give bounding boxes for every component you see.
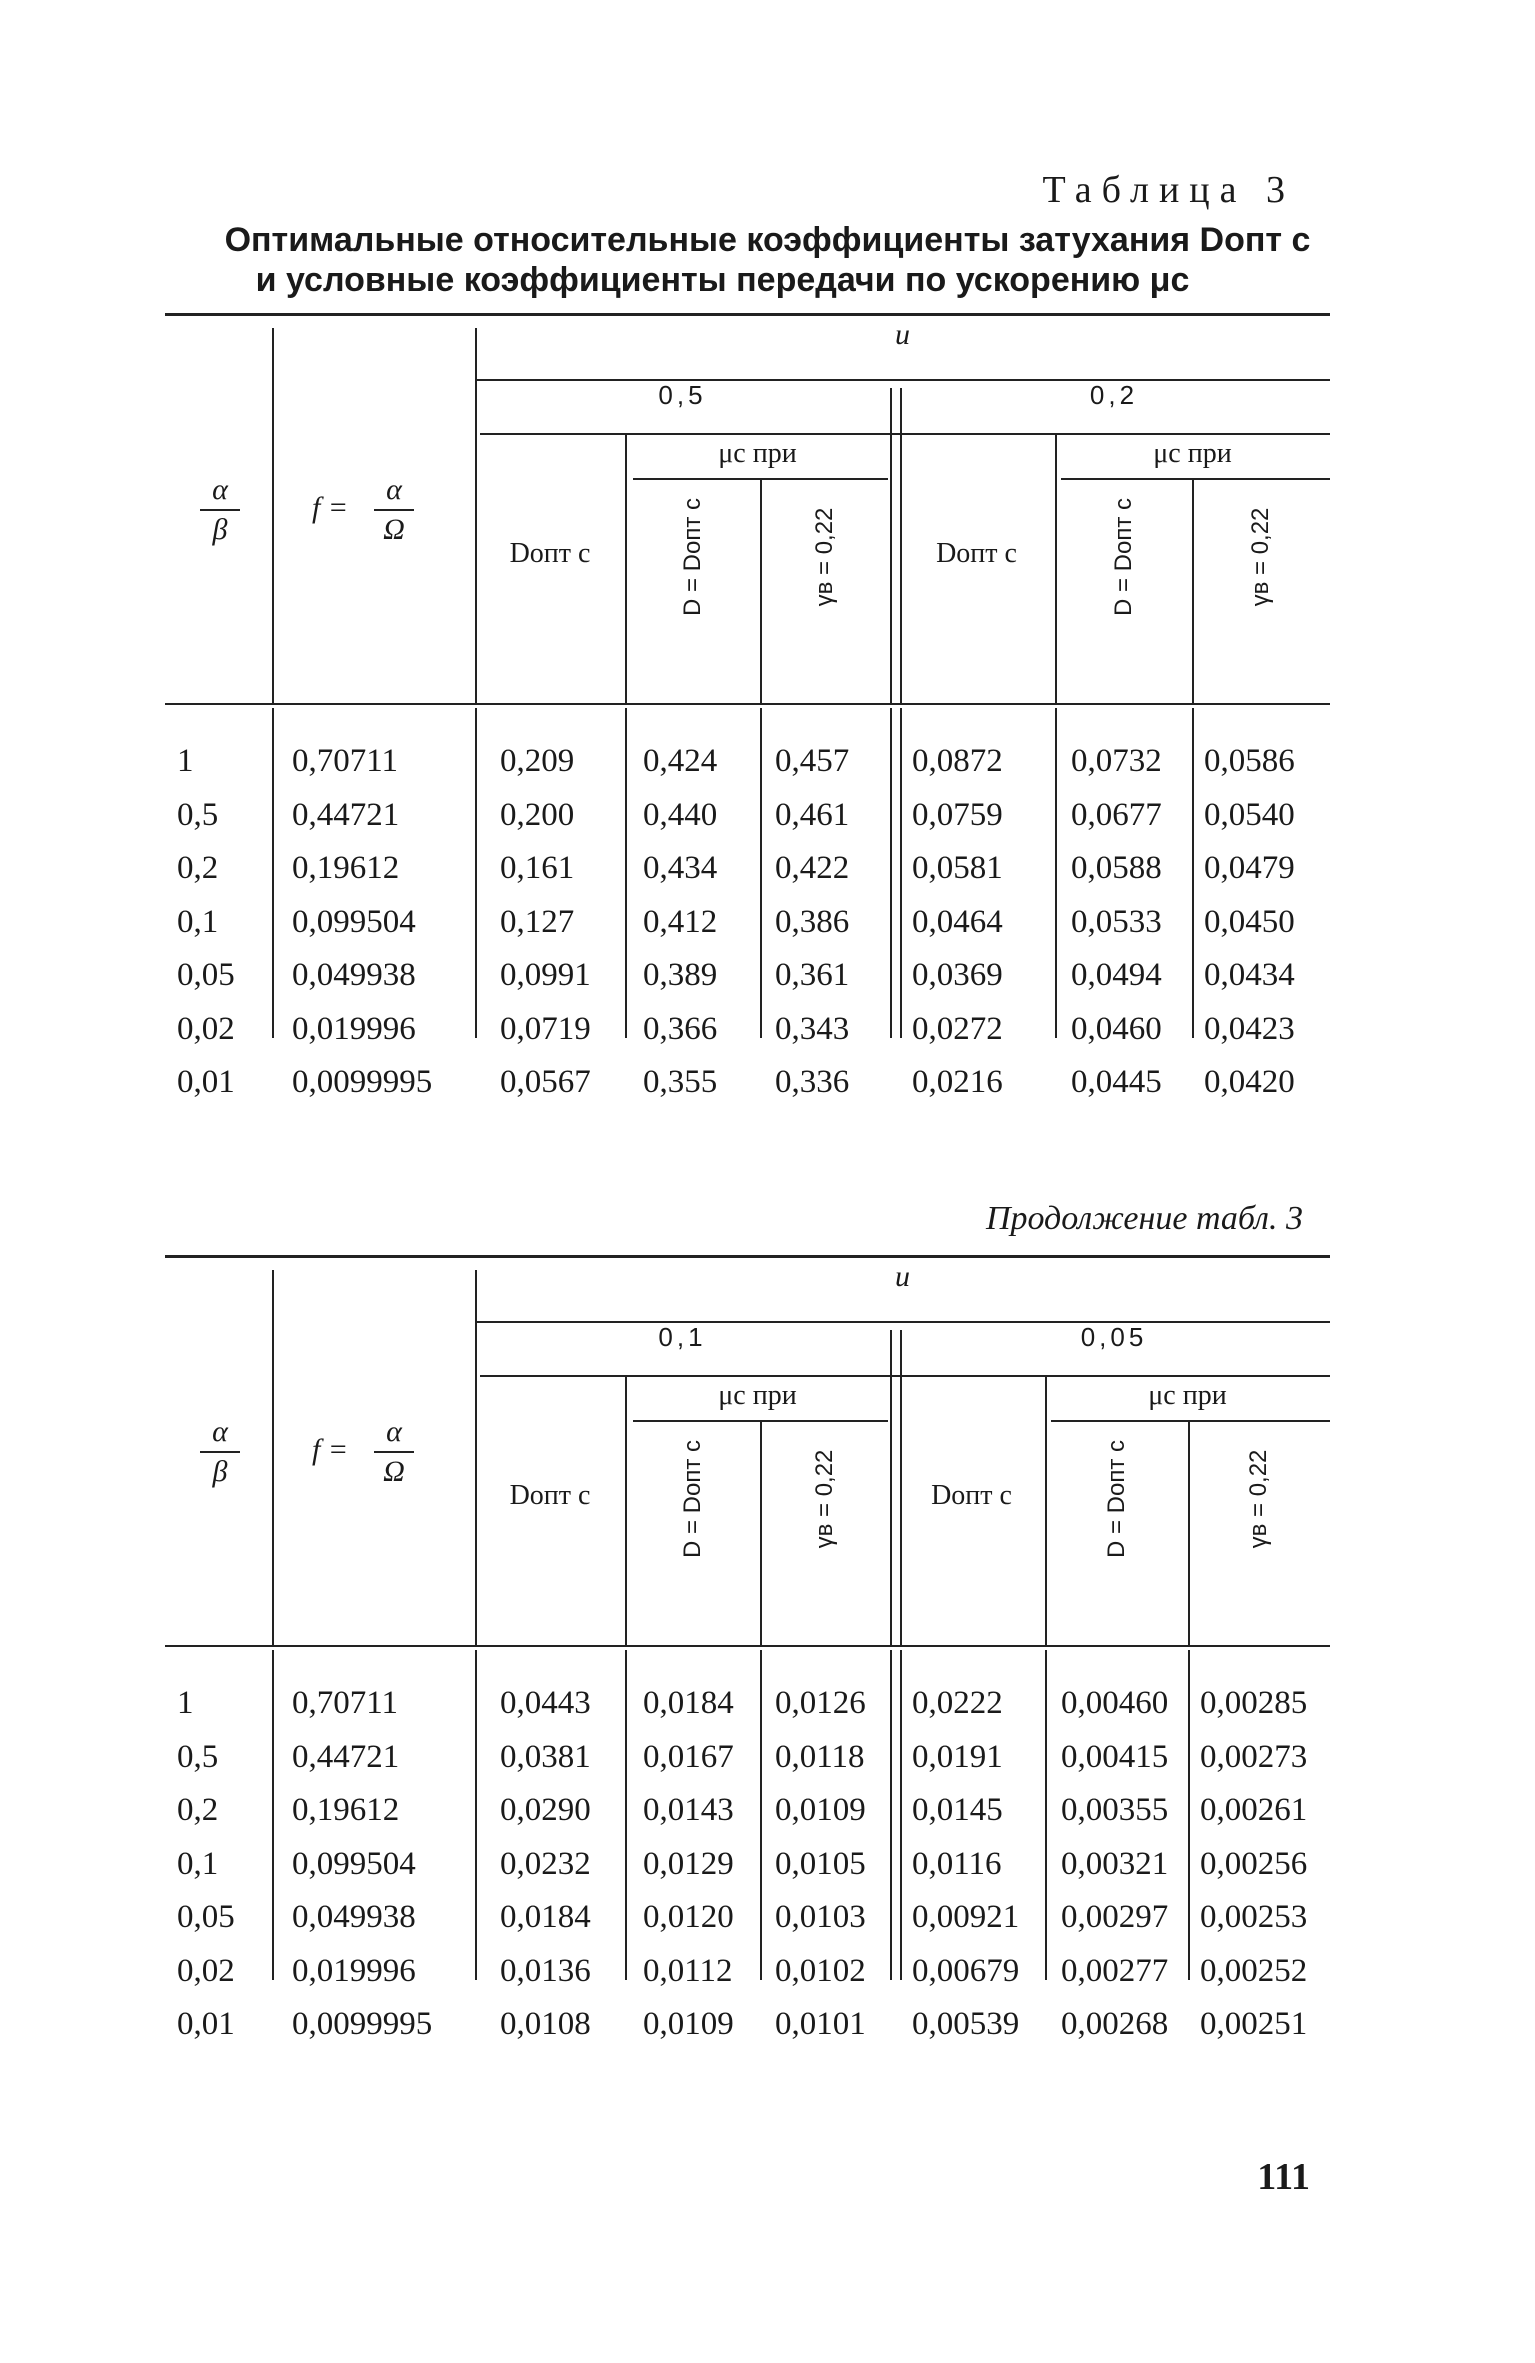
column-rule [475,708,477,1038]
table-cell: 0,0494 [1071,957,1162,993]
table-cell: 0,0423 [1204,1010,1295,1047]
table-cell: 0,0540 [1204,796,1295,833]
table-cell: 0,0369 [912,957,1003,993]
column-rule [272,328,274,703]
table-cell: 0,19612 [292,1792,400,1828]
f-numerator: α [386,473,402,506]
table-cell: 0,00415 [1061,1738,1169,1775]
table-cell: 0,70711 [292,1685,399,1721]
table-cell: 0,019996 [292,1010,416,1047]
column-rule [625,433,627,703]
table-cell: 0,355 [643,1064,718,1100]
table-cell: 0,424 [643,743,718,779]
table-cell: 0,44721 [292,1738,400,1775]
f-prefix: f = [312,1433,349,1466]
table-cell: 0,02 [177,1952,235,1989]
table-cell: 0,0112 [643,1952,733,1989]
table-cell: 0,00539 [912,2006,1020,2042]
column-rule [1188,1650,1190,1980]
mu-header-2: μс при [1148,1380,1227,1411]
table-cell: 0,422 [775,850,850,886]
column-rule [272,1650,274,1980]
d-eq-dopt-header: D = Dопт с [678,1439,706,1559]
mu-header-1: μс при [718,1380,797,1411]
table-cell: 0,0460 [1071,1010,1162,1047]
column-rule [760,478,762,703]
dopt-header-2: Dопт с [931,1480,1012,1511]
table-cell: 1 [177,1685,194,1721]
table-cell: 0,457 [775,743,850,779]
d-eq-dopt-header: D = Dопт с [678,497,706,617]
f-denominator: Ω [383,513,405,546]
table-cell: 0,0129 [643,1845,734,1882]
f-denominator: Ω [383,1455,405,1488]
table-cell: 0,412 [643,903,718,940]
column-rule [272,708,274,1038]
table-cell: 0,049938 [292,1899,416,1935]
table-cell: 0,00679 [912,1952,1020,1989]
column-rule [475,1650,477,1980]
table-cell: 0,00261 [1200,1792,1308,1828]
column-rule [760,1650,762,1980]
table-cell: 0,0184 [500,1899,591,1935]
table-cell: 0,02 [177,1010,235,1047]
u-value-2: 0,05 [1080,1322,1148,1352]
fraction-bar [374,509,414,511]
table-cell: 0,0105 [775,1845,866,1882]
table-cell: 0,366 [643,1010,718,1047]
table-cell: 0,1 [177,1845,219,1882]
fraction-bar [200,1451,240,1453]
d-eq-dopt-header: D = Dопт с [1102,1439,1130,1559]
table-cell: 0,00253 [1200,1899,1308,1935]
column-rule [1188,1420,1190,1645]
f-numerator: α [386,1415,402,1448]
u-value-1: 0,1 [658,1322,707,1352]
table-cell: 0,0126 [775,1685,866,1721]
dopt-header-2: Dопт с [936,538,1017,569]
f-fraction [364,473,424,547]
table-cell: 0,05 [177,1899,235,1935]
beta-label: β [212,1455,228,1488]
table-cell: 0,0232 [500,1845,591,1882]
table-cell: 0,0103 [775,1899,866,1935]
table-caption [0,220,1535,300]
table-cell: 0,0567 [500,1064,591,1100]
table-cell: 0,0533 [1071,903,1162,940]
rule-hdr-bottom [165,703,1330,705]
table-cell: 0,0116 [912,1845,1002,1882]
column-rule [1192,708,1194,1038]
gamma-header: γв = 0,22 [811,507,838,607]
table-cell: 0,1 [177,903,219,940]
table-cell: 0,0290 [500,1792,591,1828]
rule-uvals [480,1375,1330,1377]
column-rule [625,708,627,1038]
table-cell: 0,19612 [292,850,400,886]
page-number: 111 [1257,2156,1310,2198]
table-cell: 0,00297 [1061,1899,1169,1935]
table-cell: 0,01 [177,2006,235,2042]
u-value-1: 0,5 [658,380,707,410]
fraction-bar [200,509,240,511]
table-cell: 0,0099995 [292,1064,433,1100]
table-cell: 0,00268 [1061,2006,1169,2042]
table-cell: 0,00273 [1200,1738,1308,1775]
table-cell: 0,0719 [500,1010,591,1047]
table-cell: 0,00285 [1200,1685,1308,1721]
alpha-beta-header [185,473,255,547]
table-cell: 0,0216 [912,1064,1003,1100]
table-cell: 0,0588 [1071,850,1162,886]
table-cell: 0,0381 [500,1738,591,1775]
table-cell: 0,00251 [1200,2006,1308,2042]
rule-hdr-bottom [165,1645,1330,1647]
table-cell: 0,0184 [643,1685,734,1721]
u-header: u [895,1260,910,1293]
table-cell: 0,00921 [912,1899,1020,1935]
column-rule [760,708,762,1038]
alpha-label: α [212,1415,228,1448]
dopt-header-1: Dопт с [509,1480,591,1511]
f-prefix: f = [312,491,349,524]
table-cell: 0,0434 [1204,957,1295,993]
table-cell: 0,00460 [1061,1685,1169,1721]
table-cell: 0,0872 [912,743,1003,779]
table-cell: 0,01 [177,1064,235,1100]
rule-top [165,313,1330,316]
table-cell: 0,386 [775,903,850,940]
table-cell: 0,0143 [643,1792,734,1828]
column-rule [1045,1650,1047,1980]
table-cell: 0,099504 [292,1845,416,1882]
column-rule [625,1650,627,1980]
d-eq-dopt-header: D = Dопт с [1109,497,1137,617]
table-cell: 0,461 [775,796,850,833]
table-cell: 0,0581 [912,850,1003,886]
table-cell: 0,5 [177,796,219,833]
table-cell: 0,0732 [1071,743,1162,779]
table-cell: 0,0759 [912,796,1003,833]
caption-line1: Оптимальные относительные коэффициенты затухания Dопт с [224,221,1311,259]
mu-header-1: μс при [718,438,797,469]
table-cell: 0,0450 [1204,903,1295,940]
table-cell: 0,209 [500,743,575,779]
column-rule [760,1420,762,1645]
gamma-header: γв = 0,22 [1247,507,1274,607]
table-cell: 0,0222 [912,1685,1003,1721]
table-cell: 0,099504 [292,903,416,940]
table-cell: 0,127 [500,903,575,940]
column-rule [1055,708,1057,1038]
u-header: u [895,318,910,351]
column-rule [625,1375,627,1645]
table-cell: 0,200 [500,796,575,833]
table-cell: 0,161 [500,850,575,886]
table-cell: 0,0102 [775,1952,866,1989]
table-cell: 0,389 [643,957,718,993]
continuation-label: Продолжение табл. 3 [985,1200,1303,1237]
table-cell: 0,44721 [292,796,400,833]
table-cell: 0,00355 [1061,1792,1169,1828]
column-rule [1055,433,1057,703]
table-cell: 0,0420 [1204,1064,1295,1100]
caption-line2: и условные коэффициенты передачи по ускорению μс [255,261,1190,299]
gamma-header: γв = 0,22 [811,1449,838,1549]
table-cell: 0,0101 [775,2006,866,2042]
table-cell: 0,0109 [643,2006,734,2042]
table-cell: 0,0445 [1071,1064,1162,1100]
alpha-label: α [212,473,228,506]
table-cell: 0,5 [177,1738,219,1775]
mu-header-2: μс при [1153,438,1232,469]
table-cell: 0,0191 [912,1738,1003,1775]
table-cell: 0,440 [643,796,718,833]
table-cell: 0,0108 [500,2006,591,2042]
column-rule [272,1270,274,1645]
f-fraction [364,1415,424,1489]
table-cell: 0,0120 [643,1899,734,1935]
gamma-header: γв = 0,22 [1245,1449,1272,1549]
table-cell: 0,343 [775,1010,850,1047]
u-value-2: 0,2 [1089,380,1139,410]
table-cell: 0,0099995 [292,2006,433,2042]
table-cell: 0,336 [775,1064,850,1100]
table-cell: 0,0464 [912,903,1003,940]
table-cell: 0,2 [177,850,219,886]
table-cell: 0,049938 [292,957,416,993]
table-label: Таблица 3 [1042,169,1295,211]
column-double-rule [890,708,902,1038]
table-cell: 0,00252 [1200,1952,1308,1989]
column-rule [1192,478,1194,703]
table-cell: 0,0145 [912,1792,1003,1828]
rule-top [165,1255,1330,1258]
rule-mu2 [1051,1420,1330,1422]
table-cell: 0,0109 [775,1792,866,1828]
table-cell: 0,361 [775,957,850,993]
table-cell: 0,2 [177,1792,219,1828]
table-cell: 0,019996 [292,1952,416,1989]
table-cell: 0,00321 [1061,1845,1169,1882]
table-cell: 0,0136 [500,1952,591,1989]
table-cell: 0,05 [177,957,235,993]
table-cell: 0,70711 [292,743,399,779]
table-cell: 0,0118 [775,1738,865,1775]
table-cell: 0,0991 [500,957,591,993]
dopt-header-1: Dопт с [509,538,591,569]
table-cell: 0,0167 [643,1738,734,1775]
table-cell: 0,0443 [500,1685,591,1721]
table-cell: 0,00256 [1200,1845,1308,1882]
rule-mu2 [1061,478,1330,480]
beta-label: β [212,513,228,546]
table-cell: 0,434 [643,850,718,886]
table-cell: 0,0272 [912,1010,1003,1047]
table-cell: 0,0479 [1204,850,1295,886]
table-cell: 0,0586 [1204,743,1295,779]
table-cell: 0,00277 [1061,1952,1169,1989]
fraction-bar [374,1451,414,1453]
rule-uvals [480,433,1330,435]
alpha-beta-header [185,1415,255,1489]
column-double-rule [890,1650,902,1980]
table-cell: 0,0677 [1071,796,1162,833]
table-cell: 1 [177,743,194,779]
column-rule [1045,1375,1047,1645]
